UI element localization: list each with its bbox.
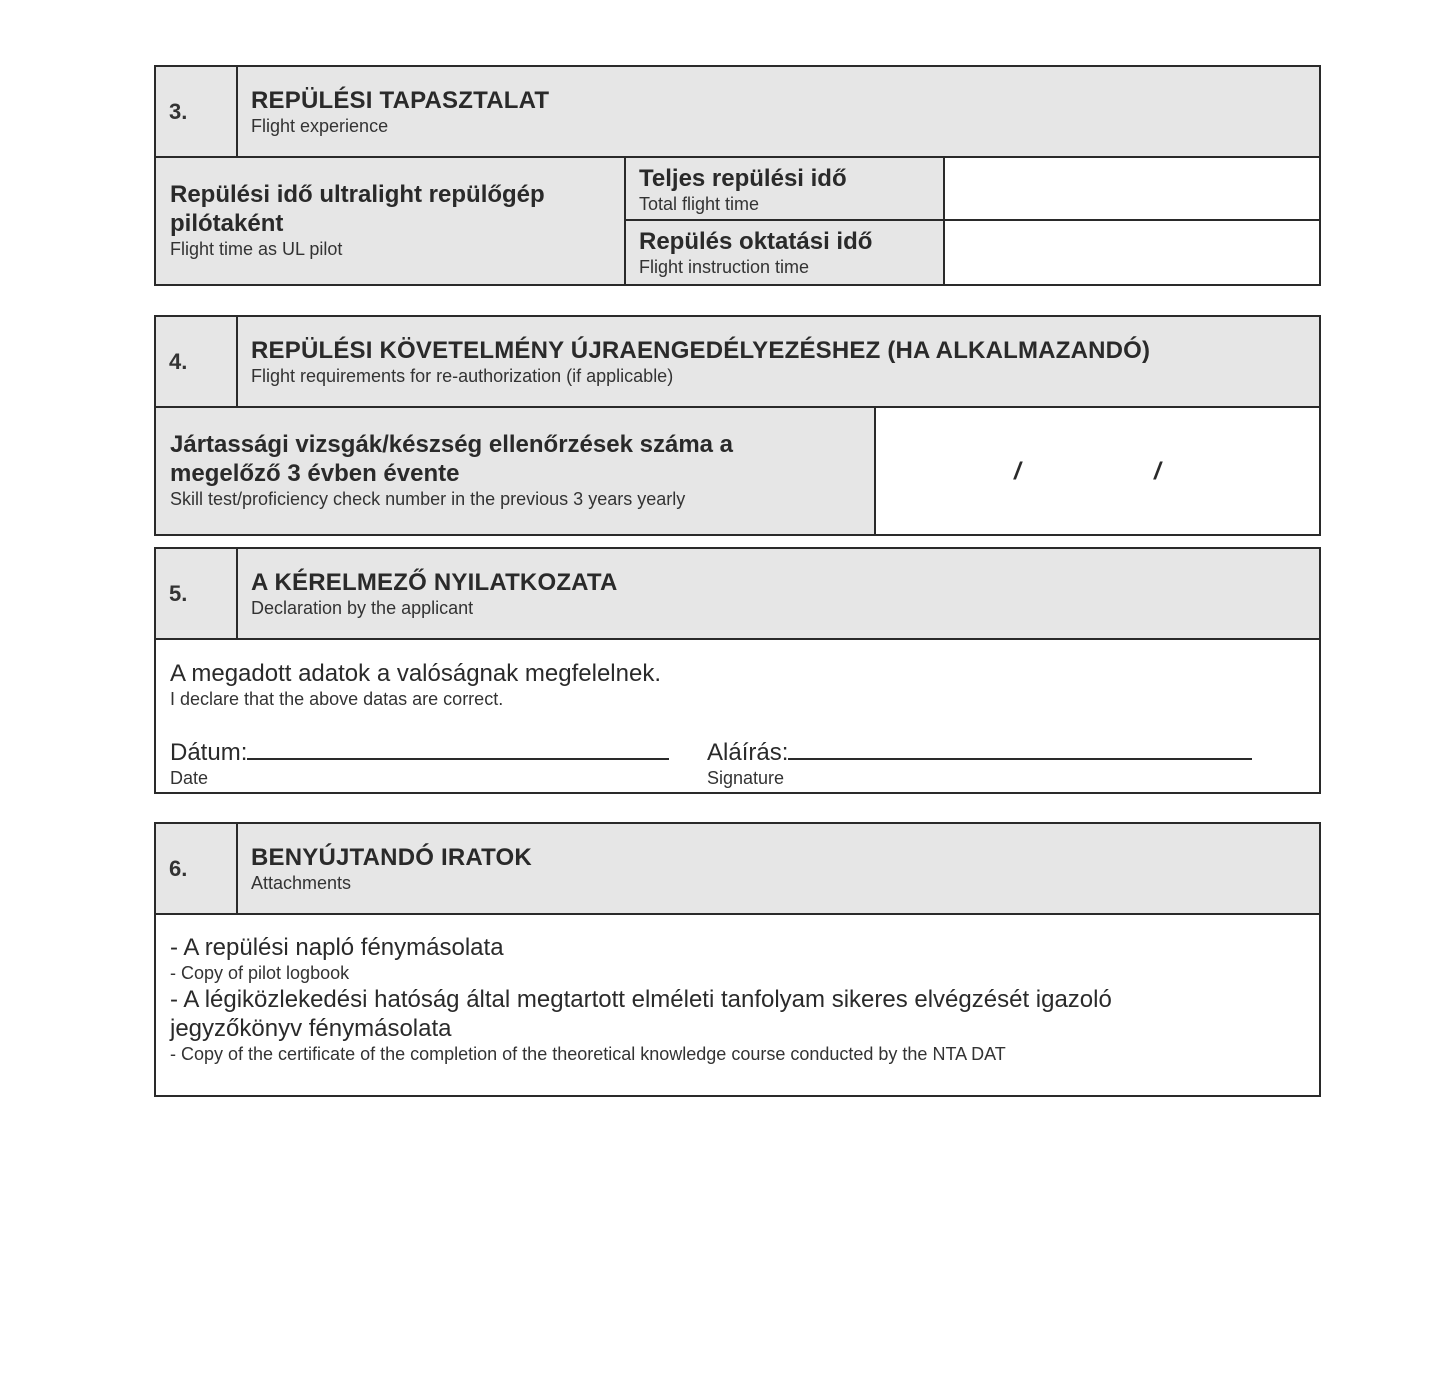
flight-time-table [156,158,1319,284]
time-type-labels [626,158,945,284]
section-number: 3. [156,67,238,156]
section-number: 4. [156,317,238,406]
total-flight-time-label-cell [626,158,943,221]
year-separator-1: / [1014,458,1021,485]
skill-test-label: Jártassági vizsgák/készség ellenőrzések száma a megelőző 3 évben évente [170,431,734,487]
attachment-item-course-certificate: - A légiközlekedési hatóság által megtartott elméleti tanfolyam sikeres elvégzését igazoló jegyzőkönyv fénymásolata [170,986,1112,1042]
section-applicant-declaration [154,547,1321,794]
ul-pilot-time-label: Repülési idő ultralight repülőgép pilótaként [170,181,545,237]
signature-label: Aláírás: [707,739,789,766]
declaration-body [156,640,1319,792]
year-separator-2: / [1154,458,1161,485]
total-flight-time-label-en: Total flight time [639,194,760,214]
attachment-item-logbook: - A repülési napló fénymásolata [170,934,504,961]
section-header [156,549,1319,640]
section-header [156,824,1319,915]
instruction-time-label-en: Flight instruction time [639,257,810,277]
total-flight-time-label: Teljes repülési idő [639,165,847,192]
section-number: 6. [156,824,238,913]
section-title: BENYÚJTANDÓ IRATOK [251,844,532,871]
skill-test-count-field[interactable] [876,408,1319,534]
signature-field[interactable] [788,734,1252,760]
total-flight-time-field[interactable] [945,158,1319,221]
attachments-list [156,915,1319,1066]
instruction-time-label-cell [626,221,943,284]
section-reauthorization-requirements [154,315,1321,536]
section-title-block [238,67,1319,156]
date-field[interactable] [247,734,669,760]
section-subtitle: Attachments [251,873,352,893]
ul-pilot-time-label-en: Flight time as UL pilot [170,239,343,259]
section-subtitle: Declaration by the applicant [251,598,474,618]
instruction-time-label: Repülés oktatási idő [639,228,873,255]
section-header [156,317,1319,408]
skill-test-table [156,408,1319,534]
section-title: REPÜLÉSI KÖVETELMÉNY ÚJRAENGEDÉLYEZÉSHEZ (HA ALKALMAZANDÓ) [251,337,1151,364]
section-title-block [238,317,1319,406]
section-title: A KÉRELMEZŐ NYILATKOZATA [251,569,618,596]
ul-pilot-time-label-cell [156,158,626,284]
declaration-text-en: I declare that the above datas are correct. [170,689,504,709]
signature-label-en: Signature [707,768,785,788]
attachment-item-logbook-en: - Copy of pilot logbook [170,963,350,983]
instruction-time-field[interactable] [945,221,1319,284]
section-subtitle: Flight experience [251,116,389,136]
section-attachments [154,822,1321,1097]
section-flight-experience [154,65,1321,286]
section-subtitle: Flight requirements for re-authorization (if applicable) [251,366,674,386]
date-label-en: Date [170,768,209,788]
date-block [170,734,669,789]
section-header [156,67,1319,158]
declaration-text: A megadott adatok a valóságnak megfelelnek. [170,660,661,687]
skill-test-label-cell [156,408,876,534]
skill-test-label-en: Skill test/proficiency check number in the previous 3 years yearly [170,489,686,509]
date-label: Dátum: [170,739,248,766]
signature-block [707,734,1252,789]
section-title-block [238,549,1319,638]
section-number: 5. [156,549,238,638]
attachment-item-course-certificate-en: - Copy of the certificate of the completion of the theoretical knowledge course conducted by the NTA DAT [170,1044,1006,1064]
time-values [945,158,1319,284]
section-title-block [238,824,1319,913]
section-title: REPÜLÉSI TAPASZTALAT [251,87,550,114]
